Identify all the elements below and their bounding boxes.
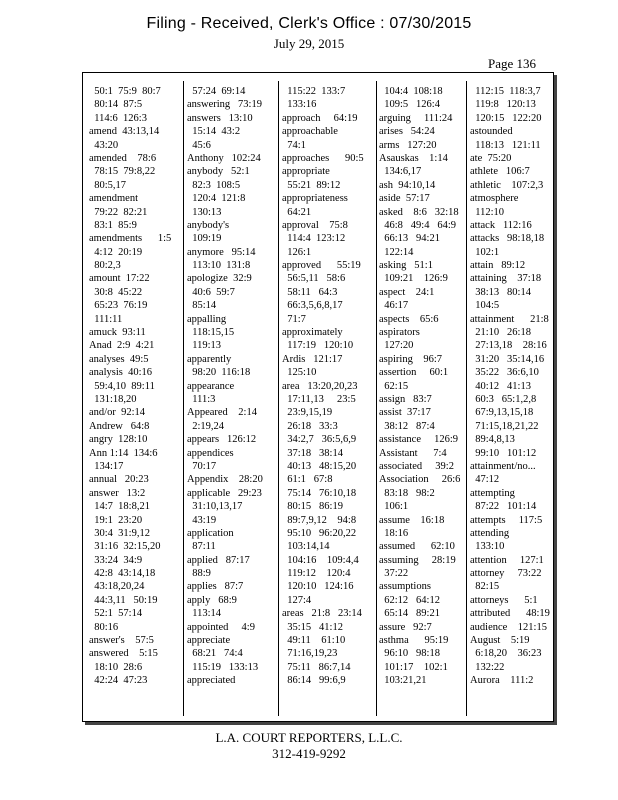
- index-entry-line: amuck 93:11: [89, 327, 146, 339]
- index-entry-line: 119:13: [187, 340, 222, 352]
- index-entry-line: 133:10: [470, 541, 505, 553]
- index-entry-line: assure 92:7: [379, 621, 432, 633]
- index-entry-line: 79:22 82:21: [89, 206, 148, 218]
- index-entry-line: 52:1 57:14: [89, 608, 143, 620]
- index-entry-line: assertion 60:1: [379, 367, 449, 379]
- index-entry-line: amended 78:6: [89, 152, 157, 164]
- index-entry-line: appears 126:12: [187, 434, 257, 446]
- index-entry-line: 104:5: [470, 300, 500, 312]
- index-entry-line: 14:7 18:8,21: [89, 501, 150, 513]
- index-column-5: [470, 85, 563, 715]
- index-entry-line: ate 75:20: [470, 152, 512, 164]
- index-entry-line: 56:5,11 58:6: [282, 273, 346, 285]
- index-entry-line: approaches 90:5: [282, 152, 364, 164]
- index-entry-line: Asauskas 1:14: [379, 152, 448, 164]
- index-entry-line: anymore 95:14: [187, 246, 256, 258]
- index-entry-line: appointed 4:9: [187, 621, 255, 633]
- filing-header: Filing - Received, Clerk's Office : 07/30/2015: [146, 15, 472, 32]
- index-entry-line: 82:3 108:5: [187, 179, 241, 191]
- index-entry-line: 47:12: [470, 474, 500, 486]
- index-entry-line: 33:24 34:9: [89, 554, 143, 566]
- index-entry-line: 55:21 89:12: [282, 179, 341, 191]
- index-entry-line: 103:21,21: [379, 675, 427, 687]
- index-entry-line: 111:3: [187, 393, 216, 405]
- index-entry-line: 50:1 75:9 80:7: [89, 86, 161, 97]
- index-entry-line: Ann 1:14 134:6: [89, 447, 158, 459]
- index-entry-line: 35:22 36:6,10: [470, 367, 539, 379]
- index-entry-line: 60:3 65:1,2,8: [470, 393, 537, 405]
- index-entry-line: attorney 73:22: [470, 568, 542, 580]
- index-entry-line: astounded: [470, 126, 513, 138]
- index-entry-line: anybody 52:1: [187, 166, 250, 178]
- index-entry-line: aspiring 96:7: [379, 353, 442, 365]
- index-entry-line: 38:13 80:14: [470, 286, 531, 298]
- index-entry-line: 21:10 26:18: [470, 327, 531, 339]
- index-entry-line: attempts 117:5: [470, 514, 543, 526]
- reporter-phone: 312-419-9292: [272, 746, 346, 761]
- index-entry-line: approval 75:8: [282, 219, 348, 231]
- index-entry-line: 127:4: [282, 594, 312, 606]
- index-entry-line: 6:18,20 36:23: [470, 648, 542, 660]
- index-entry-line: 125:10: [282, 367, 317, 379]
- index-entry-line: 18:16: [379, 527, 409, 539]
- index-entry-line: 120:4 121:8: [187, 193, 246, 205]
- index-entry-line: 70:17: [187, 460, 217, 472]
- index-entry-line: 58:11 64:3: [282, 286, 338, 298]
- index-entry-line: 127:20: [379, 340, 414, 352]
- index-entry-line: 114:6 126:3: [89, 112, 147, 124]
- index-entry-line: aspects 65:6: [379, 313, 439, 325]
- index-entry-line: arises 54:24: [379, 126, 435, 138]
- index-entry-line: 37:18 38:14: [282, 447, 343, 459]
- index-entry-line: 83:18 98:2: [379, 487, 435, 499]
- index-entry-line: 130:13: [187, 206, 222, 218]
- index-entry-line: 88:9: [187, 568, 211, 580]
- index-entry-line: applicable 29:23: [187, 487, 262, 499]
- index-entry-line: 109:21 126:9: [379, 273, 448, 285]
- index-entry-line: 80:2,3: [89, 260, 121, 272]
- index-entry-line: assume 16:18: [379, 514, 445, 526]
- index-entry-line: asthma 95:19: [379, 635, 449, 647]
- index-entry-line: 99:10 101:12: [470, 447, 537, 459]
- index-entry-line: 74:1: [282, 139, 306, 151]
- index-entry-line: 89:7,9,12 94:8: [282, 514, 357, 526]
- index-entry-line: applies 87:7: [187, 581, 244, 593]
- index-entry-line: 120:10 124:16: [282, 581, 354, 593]
- index-entry-line: 23:9,15,19: [282, 407, 333, 419]
- index-entry-line: applied 87:17: [187, 554, 250, 566]
- index-entry-line: 119:8 120:13: [470, 99, 536, 111]
- index-entry-line: attainment 21:8: [470, 313, 549, 325]
- index-entry-line: 75:11 86:7,14: [282, 661, 351, 673]
- index-entry-line: 26:18 33:3: [282, 420, 338, 432]
- page-number: Page 136: [487, 56, 536, 71]
- index-entry-line: appendices: [187, 447, 234, 459]
- index-entry-line: 43:19: [187, 514, 217, 526]
- index-entry-line: 65:14 89:21: [379, 608, 440, 620]
- column-divider: [278, 81, 279, 716]
- index-entry-line: application: [187, 527, 234, 539]
- index-entry-line: Assistant 7:4: [379, 447, 447, 459]
- index-entry-line: area 13:20,20,23: [282, 380, 358, 392]
- index-entry-line: 49:11 61:10: [282, 635, 346, 647]
- index-entry-line: appreciate: [187, 635, 231, 647]
- index-entry-line: 46:17: [379, 300, 409, 312]
- index-entry-line: analysis 40:16: [89, 367, 152, 379]
- index-entry-line: 101:17 102:1: [379, 661, 448, 673]
- index-entry-line: assumed 62:10: [379, 541, 455, 553]
- index-entry-line: 83:1 85:9: [89, 219, 137, 231]
- index-column-1: [89, 85, 182, 715]
- index-entry-line: answer 13:2: [89, 487, 146, 499]
- index-column-2: [187, 85, 280, 715]
- index-entry-line: athlete 106:7: [470, 166, 530, 178]
- index-entry-line: anybody's: [187, 219, 230, 231]
- index-entry-line: 2:19,24: [187, 420, 225, 432]
- index-entry-line: 80:14 87:5: [89, 99, 143, 111]
- index-entry-line: audience 121:15: [470, 621, 547, 633]
- index-entry-line: 37:22: [379, 568, 409, 580]
- index-entry-line: 18:10 28:6: [89, 661, 143, 673]
- column-divider: [466, 81, 467, 716]
- index-entry-line: arms 127:20: [379, 139, 437, 151]
- index-entry-line: assuming 28:19: [379, 554, 456, 566]
- index-entry-line: 134:6,17: [379, 166, 422, 178]
- index-entry-line: attainment/no...: [470, 460, 536, 472]
- index-entry-line: 31:20 35:14,16: [470, 353, 545, 365]
- index-entry-line: 87:22 101:14: [470, 501, 537, 513]
- index-entry-line: 106:1: [379, 501, 409, 513]
- index-entry-line: assumptions: [379, 581, 431, 593]
- index-entry-line: ash 94:10,14: [379, 179, 436, 191]
- index-entry-line: 78:15 79:8,22: [89, 166, 156, 178]
- index-entry-line: 111:11: [89, 313, 123, 325]
- index-entry-line: 68:21 74:4: [187, 648, 243, 660]
- document-date: July 29, 2015: [273, 36, 345, 51]
- index-entry-line: 65:23 76:19: [89, 300, 148, 312]
- index-entry-line: 71:15,18,21,22: [470, 420, 539, 432]
- index-entry-line: attempting: [470, 487, 515, 499]
- index-entry-line: 109:19: [187, 233, 222, 245]
- index-entry-line: atmosphere: [470, 193, 519, 205]
- index-entry-line: 89:4,8,13: [470, 434, 515, 446]
- index-entry-line: 117:19 120:10: [282, 340, 354, 352]
- index-entry-line: assistance 126:9: [379, 434, 459, 446]
- index-entry-line: Anad 2:9 4:21: [89, 340, 155, 352]
- index-entry-line: 114:4 123:12: [282, 233, 346, 245]
- index-entry-line: aspect 24:1: [379, 286, 435, 298]
- index-entry-line: 38:12 87:4: [379, 420, 435, 432]
- index-entry-line: 96:10 98:18: [379, 648, 440, 660]
- index-entry-line: aside 57:17: [379, 193, 430, 205]
- index-entry-line: Aurora 111:2: [470, 675, 534, 687]
- index-entry-line: appearance: [187, 380, 235, 392]
- index-entry-line: Andrew 64:8: [89, 420, 150, 432]
- index-entry-line: 109:5 126:4: [379, 99, 440, 111]
- index-entry-line: attributed 48:19: [470, 608, 550, 620]
- index-entry-line: 30:4 31:9,12: [89, 527, 150, 539]
- index-entry-line: 61:1 67:8: [282, 474, 333, 486]
- index-entry-line: 44:3,11 50:19: [89, 594, 158, 606]
- index-column-4: [379, 85, 472, 715]
- index-entry-line: amendments 1:5: [89, 233, 172, 245]
- index-entry-line: Anthony 102:24: [187, 152, 261, 164]
- index-entry-line: 113:10 131:8: [187, 260, 251, 272]
- index-entry-line: 17:11,13 23:5: [282, 393, 356, 405]
- index-entry-line: amend 43:13,14: [89, 126, 160, 138]
- index-entry-line: 87:11: [187, 541, 216, 553]
- index-entry-line: 95:10 96:20,22: [282, 527, 357, 539]
- index-entry-line: 82:15: [470, 581, 500, 593]
- index-entry-line: 66:3,5,6,8,17: [282, 300, 343, 312]
- index-entry-line: answers 13:10: [187, 112, 253, 124]
- column-divider: [183, 81, 184, 716]
- index-columns: [83, 73, 553, 721]
- index-entry-line: 66:13 94:21: [379, 233, 440, 245]
- index-entry-line: 15:14 43:2: [187, 126, 241, 138]
- index-entry-line: Appeared 2:14: [187, 407, 257, 419]
- index-entry-line: 133:16: [282, 99, 317, 111]
- index-entry-line: arguing 111:24: [379, 112, 453, 124]
- index-entry-line: 112:10: [470, 206, 505, 218]
- index-entry-line: amendment: [89, 193, 138, 205]
- index-entry-line: 112:15 118:3,7: [470, 86, 541, 97]
- index-entry-line: 71:7: [282, 313, 306, 325]
- index-entry-line: 31:16 32:15,20: [89, 541, 161, 553]
- index-entry-line: attack 112:16: [470, 219, 532, 231]
- index-entry-line: 126:1: [282, 246, 312, 258]
- index-entry-line: 40:6 59:7: [187, 286, 235, 298]
- index-entry-line: answered 5:15: [89, 648, 158, 660]
- index-entry-line: areas 21:8 23:14: [282, 608, 362, 620]
- index-entry-line: 59:4,10 89:11: [89, 380, 155, 392]
- index-entry-line: answering 73:19: [187, 99, 262, 111]
- index-entry-line: 80:16: [89, 621, 119, 633]
- index-entry-line: 104:16 109:4,4: [282, 554, 359, 566]
- index-entry-line: attain 89:12: [470, 260, 526, 272]
- index-entry-line: 118:15,15: [187, 327, 235, 339]
- index-entry-line: 71:16,19,23: [282, 648, 338, 660]
- index-entry-line: appropriate: [282, 166, 330, 178]
- index-entry-line: 45:6: [187, 139, 211, 151]
- index-entry-line: 43:18,20,24: [89, 581, 145, 593]
- index-entry-line: analyses 49:5: [89, 353, 149, 365]
- index-entry-line: appropriateness: [282, 193, 348, 205]
- index-entry-line: annual 20:23: [89, 474, 149, 486]
- index-entry-line: 35:15 41:12: [282, 621, 343, 633]
- index-entry-line: 62:15: [379, 380, 409, 392]
- index-entry-line: 119:12 120:4: [282, 568, 351, 580]
- index-entry-line: angry 128:10: [89, 434, 148, 446]
- index-entry-line: 80:15 86:19: [282, 501, 343, 513]
- index-entry-line: apply 68:9: [187, 594, 237, 606]
- index-entry-line: appreciated: [187, 675, 236, 687]
- index-entry-line: attaining 37:18: [470, 273, 542, 285]
- index-entry-line: assign 83:7: [379, 393, 432, 405]
- index-entry-line: 34:2,7 36:5,6,9: [282, 434, 357, 446]
- index-entry-line: 43:20: [89, 139, 119, 151]
- index-entry-line: Ardis 121:17: [282, 353, 343, 365]
- index-entry-line: 64:21: [282, 206, 312, 218]
- index-entry-line: 120:15 122:20: [470, 112, 542, 124]
- index-entry-line: amount 17:22: [89, 273, 150, 285]
- index-entry-line: attending: [470, 527, 510, 539]
- index-entry-line: 46:8 49:4 64:9: [379, 219, 457, 231]
- index-entry-line: 86:14 99:6,9: [282, 675, 346, 687]
- index-entry-line: appalling: [187, 313, 227, 325]
- index-entry-line: 27:13,18 28:16: [470, 340, 547, 352]
- index-entry-line: 19:1 23:20: [89, 514, 143, 526]
- index-entry-line: apparently: [187, 353, 232, 365]
- index-entry-line: athletic 107:2,3: [470, 179, 544, 191]
- index-entry-line: 57:24 69:14: [187, 86, 246, 97]
- index-entry-line: associated 39:2: [379, 460, 454, 472]
- reporter-company: L.A. COURT REPORTERS, L.L.C.: [215, 730, 403, 745]
- index-entry-line: 31:10,13,17: [187, 501, 243, 513]
- index-entry-line: 42:24 47:23: [89, 675, 148, 687]
- index-entry-line: approach 64:19: [282, 112, 358, 124]
- index-entry-line: approachable: [282, 126, 338, 138]
- index-entry-line: 134:17: [89, 460, 124, 472]
- index-entry-line: 122:14: [379, 246, 414, 258]
- index-entry-line: 75:14 76:10,18: [282, 487, 357, 499]
- index-entry-line: 80:5,17: [89, 179, 127, 191]
- index-entry-line: 42:8 43:14,18: [89, 568, 156, 580]
- index-entry-line: 115:22 133:7: [282, 86, 346, 97]
- index-entry-line: answer's 57:5: [89, 635, 154, 647]
- index-entry-line: asking 51:1: [379, 260, 433, 272]
- index-entry-line: assist 37:17: [379, 407, 431, 419]
- index-entry-line: 104:4 108:18: [379, 86, 443, 97]
- index-entry-line: aspirators: [379, 327, 420, 339]
- index-column-3: [282, 85, 375, 715]
- index-entry-line: apologize 32:9: [187, 273, 252, 285]
- index-entry-line: 113:14: [187, 608, 222, 620]
- index-frame: [82, 72, 554, 722]
- index-entry-line: 62:12 64:12: [379, 594, 440, 606]
- index-entry-line: attorneys 5:1: [470, 594, 538, 606]
- index-entry-line: 40:12 41:13: [470, 380, 531, 392]
- index-entry-line: 132:22: [470, 661, 505, 673]
- column-divider: [376, 81, 377, 716]
- index-entry-line: 98:20 116:18: [187, 367, 251, 379]
- index-entry-line: 102:1: [470, 246, 500, 258]
- index-entry-line: attention 127:1: [470, 554, 544, 566]
- index-entry-line: 40:13 48:15,20: [282, 460, 357, 472]
- index-entry-line: 67:9,13,15,18: [470, 407, 534, 419]
- index-entry-line: 131:18,20: [89, 393, 137, 405]
- index-entry-line: 115:19 133:13: [187, 661, 259, 673]
- index-entry-line: asked 8:6 32:18: [379, 206, 459, 218]
- index-entry-line: 4:12 20:19: [89, 246, 143, 258]
- index-entry-line: 118:13 121:11: [470, 139, 541, 151]
- index-entry-line: approximately: [282, 327, 343, 339]
- index-entry-line: August 5:19: [470, 635, 530, 647]
- index-entry-line: 103:14,14: [282, 541, 330, 553]
- index-entry-line: Association 26:6: [379, 474, 461, 486]
- index-entry-line: Appendix 28:20: [187, 474, 263, 486]
- index-entry-line: attacks 98:18,18: [470, 233, 545, 245]
- index-entry-line: 85:14: [187, 300, 217, 312]
- index-entry-line: approved 55:19: [282, 260, 361, 272]
- index-entry-line: 30:8 45:22: [89, 286, 143, 298]
- index-entry-line: and/or 92:14: [89, 407, 145, 419]
